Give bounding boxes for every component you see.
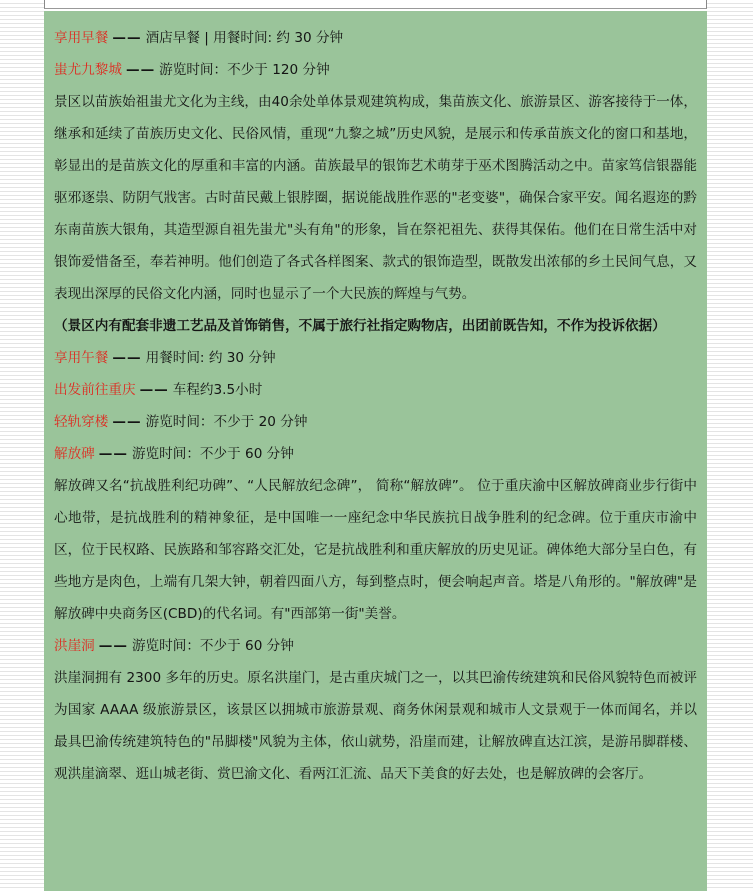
top-frame: [44, 0, 707, 9]
dash-separator: ——: [98, 638, 128, 654]
item-title: 轻轨穿楼: [54, 414, 109, 430]
itinerary-item-chiyou: [54, 54, 697, 86]
description-chiyou: 景区以苗族始祖蚩尤文化为主线，由40余处单体景观建筑构成，集苗族文化、旅游景区、游客接待于一体，继承和延续了苗族历史文化、民俗风情，重现“九黎之城”历史风貌，是展示和传承苗族文化的窗口和基地，彰显出的是苗族文化的厚重和丰富的内涵。苗族最早的银饰艺术萌芽于巫术图腾活动之中。苗家笃信银器能驱邪逐祟、防阴气戕害。古时苗民戴上银脖圈，据说能战胜作恶的"老变婆"，确保合家平安。闻名遐迩的黔东南苗族大银角，其造型源自祖先蚩尤"头有角"的形象，旨在祭祀祖先、获得其保佑。他们在日常生活中对银饰爱惜备至，奉若神明。他们创造了各式各样图案、款式的银饰造型，既散发出浓郁的乡土民间气息，又表现出深厚的民俗文化内涵，同时也显示了一个大民族的辉煌与气势。: [54, 94, 697, 302]
description-jiefangbei: 解放碑又名“抗战胜利纪功碑”、“人民解放纪念碑”， 简称“解放碑”。 位于重庆渝中区解放碑商业步行街中心地带，是抗战胜利的精神象征，是中国唯一一座纪念中华民族抗日战争胜利的纪念碑。位于重庆市渝中区，位于民权路、民族路和邹容路交汇处，它是抗战胜利和重庆解放的历史见证。碑体绝大部分呈白色，有些地方是肉色，上端有几架大钟，朝着四面八方，每到整点时，便会响起声音。塔是八角形的。"解放碑"是解放碑中央商务区(CBD)的代名词。有"西部第一街"美誉。: [54, 478, 697, 622]
item-detail: 游览时间：不少于 60 分钟: [131, 446, 294, 462]
item-detail: 车程约3.5小时: [172, 382, 263, 398]
itinerary-item-hongyadong: [54, 630, 697, 662]
shopping-notice: （景区内有配套非遗工艺品及首饰销售，不属于旅行社指定购物店，出团前既告知，不作为投诉依据）: [54, 318, 666, 334]
item-detail: 游览时间：不少于 120 分钟: [159, 62, 330, 78]
item-title: 享用早餐: [54, 30, 109, 46]
item-title: 出发前往重庆: [54, 382, 136, 398]
item-detail: 酒店早餐 | 用餐时间: 约 30 分钟: [145, 30, 344, 46]
item-detail: 游览时间：不少于 20 分钟: [145, 414, 308, 430]
dash-separator: ——: [139, 382, 169, 398]
dash-separator: ——: [112, 350, 142, 366]
item-title: 享用午餐: [54, 350, 109, 366]
itinerary-item-jiefangbei: [54, 438, 697, 470]
itinerary-panel: [44, 11, 707, 891]
itinerary-item-depart: [54, 374, 697, 406]
dash-separator: ——: [125, 62, 156, 78]
item-title: 蚩尤九黎城: [54, 62, 122, 78]
itinerary-item-breakfast: [54, 22, 697, 54]
dash-separator: ——: [98, 446, 128, 462]
dash-separator: ——: [112, 30, 142, 46]
itinerary-item-monorail: [54, 406, 697, 438]
item-title: 解放碑: [54, 446, 95, 462]
item-detail: 游览时间：不少于 60 分钟: [131, 638, 294, 654]
item-detail: 用餐时间: 约 30 分钟: [145, 350, 276, 366]
description-hongyadong: 洪崖洞拥有 2300 多年的历史。原名洪崖门，是古重庆城门之一，以其巴渝传统建筑和民俗风貌特色而被评为国家 AAAA 级旅游景区，该景区以拥城市旅游景观、商务休闲景观和城市人文景观于一体而闻名，并以最具巴渝传统建筑特色的"吊脚楼"风貌为主体，依山就势，沿崖而建，让解放碑直达江滨，是游吊脚群楼、观洪崖滴翠、逛山城老街、赏巴渝文化、看两江汇流、品天下美食的好去处，也是解放碑的会客厅。: [54, 670, 697, 782]
itinerary-item-lunch: [54, 342, 697, 374]
dash-separator: ——: [112, 414, 142, 430]
item-title: 洪崖洞: [54, 638, 95, 654]
